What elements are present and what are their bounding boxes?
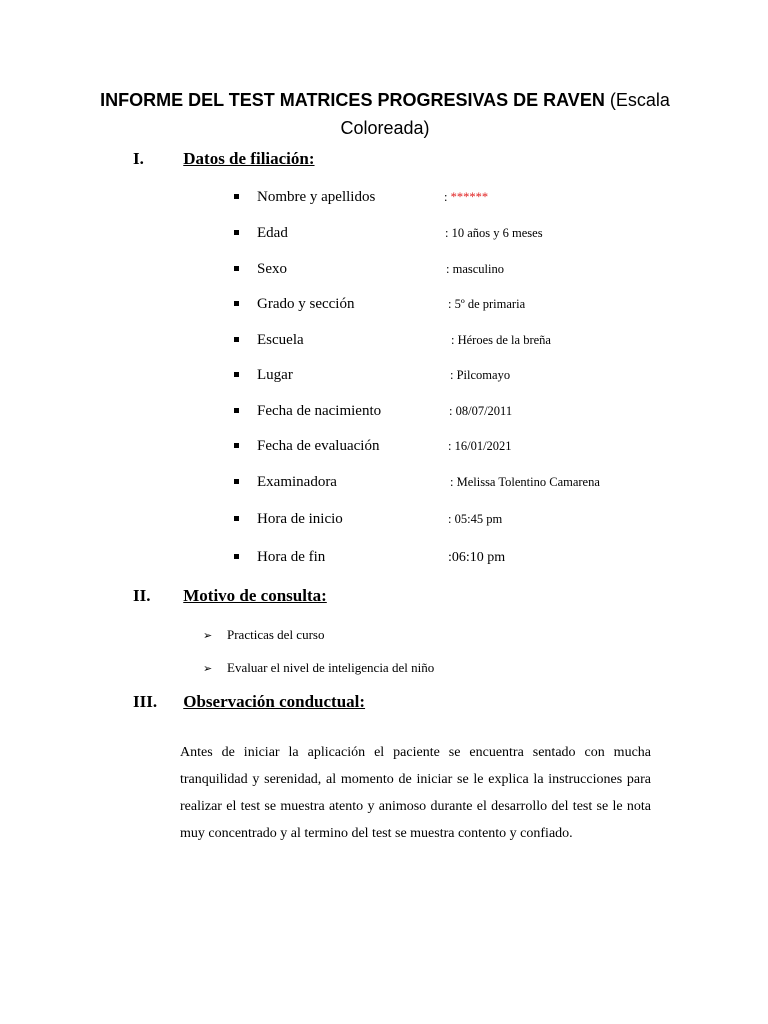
section-number: II. <box>133 586 151 605</box>
bullet-icon <box>234 554 239 559</box>
report-title <box>100 86 670 142</box>
field-row-sex <box>234 261 694 283</box>
bullet-icon <box>234 194 239 199</box>
field-row-name <box>234 189 694 211</box>
field-label: Fecha de nacimiento <box>257 403 382 419</box>
observation-paragraph: Antes de iniciar la aplicación el paciente se encuentra sentado con mucha tranquilidad y serenidad, al momento de iniciar se le explica la instrucciones para realizar el test se muestra atento y animoso durante el desarrollo del test se le nota muy concentrado y al termino del test se muestra contento y confiado. <box>180 745 651 841</box>
field-value: : Melissa Tolentino Camarena <box>450 475 600 489</box>
field-value: : Pilcomayo <box>450 368 511 382</box>
bullet-icon <box>234 266 239 271</box>
field-label: Hora de fin <box>257 549 326 565</box>
field-label: Examinadora <box>257 474 337 490</box>
list-item <box>203 660 434 676</box>
field-row-school <box>234 332 694 354</box>
field-label: Fecha de evaluación <box>257 438 380 454</box>
section-number: III. <box>133 692 158 711</box>
field-row-grade <box>234 296 694 318</box>
field-row-end-time <box>234 549 694 571</box>
field-value: :06:10 pm <box>448 550 506 565</box>
field-value: : 05:45 pm <box>448 512 503 526</box>
field-row-age <box>234 225 694 247</box>
field-label: Edad <box>257 225 288 241</box>
field-row-birthdate <box>234 403 694 425</box>
field-row-eval-date <box>234 438 694 460</box>
section-heading: Observación conductual: <box>183 692 366 711</box>
list-item-text: Practicas del curso <box>227 627 325 642</box>
bullet-icon <box>234 337 239 342</box>
bullet-icon <box>234 230 239 235</box>
section-2 <box>133 586 327 606</box>
field-row-examiner <box>234 474 694 496</box>
field-label: Sexo <box>257 261 287 277</box>
section-1 <box>133 149 315 169</box>
title-main: INFORME DEL TEST MATRICES PROGRESIVAS DE RAVEN <box>100 90 605 110</box>
bullet-icon <box>234 408 239 413</box>
section-number: I. <box>133 149 144 168</box>
field-value: : Héroes de la breña <box>451 333 551 347</box>
bullet-icon <box>234 443 239 448</box>
field-label: Grado y sección <box>257 296 355 312</box>
redacted-value: ****** <box>450 190 489 204</box>
field-value: : masculino <box>446 262 504 276</box>
list-item <box>203 627 324 643</box>
arrow-bullet-icon: ➢ <box>203 663 213 675</box>
field-value: : 5º de primaria <box>448 297 526 311</box>
field-value: : ****** <box>444 190 489 204</box>
section-heading: Datos de filiación: <box>183 149 315 168</box>
bullet-icon <box>234 516 239 521</box>
arrow-bullet-icon: ➢ <box>203 630 213 642</box>
field-value: : 16/01/2021 <box>448 439 512 453</box>
bullet-icon <box>234 301 239 306</box>
field-row-start-time <box>234 511 694 533</box>
field-label: Lugar <box>257 367 293 383</box>
field-value: : 10 años y 6 meses <box>445 226 543 240</box>
list-item-text: Evaluar el nivel de inteligencia del niño <box>227 660 435 675</box>
bullet-icon <box>234 372 239 377</box>
field-row-place <box>234 367 694 389</box>
field-label: Escuela <box>257 332 304 348</box>
field-label: Hora de inicio <box>257 511 343 527</box>
bullet-icon <box>234 479 239 484</box>
field-label: Nombre y apellidos <box>257 189 376 205</box>
section-heading: Motivo de consulta: <box>183 586 327 605</box>
section-3 <box>133 692 365 712</box>
title-subtitle: (Escala Coloreada) <box>340 90 670 138</box>
field-value: : 08/07/2011 <box>449 404 513 418</box>
